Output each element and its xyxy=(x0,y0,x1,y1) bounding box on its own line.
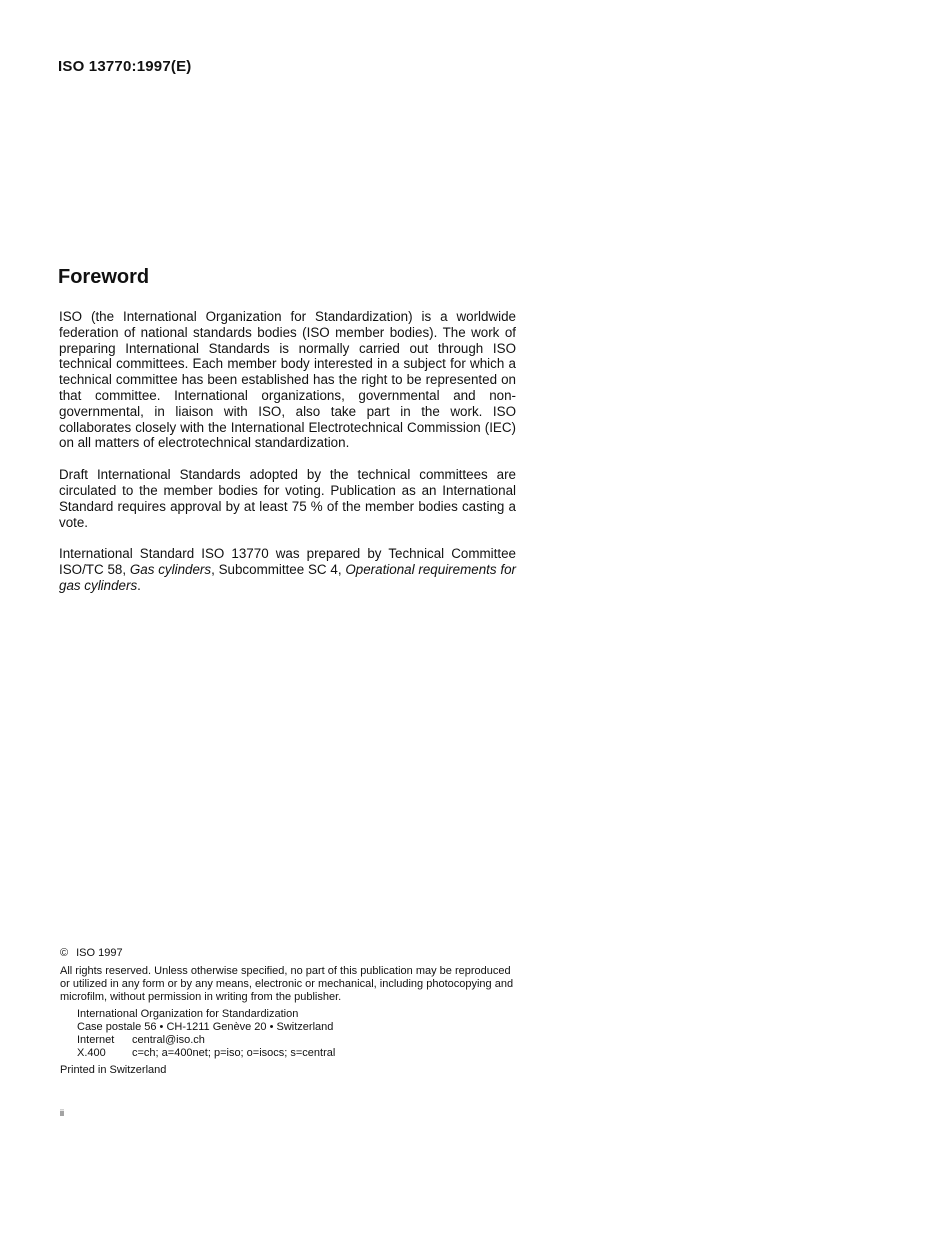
organization-name: International Organization for Standardization xyxy=(77,1008,299,1020)
x400-row xyxy=(77,1047,520,1060)
committee-title: Gas cylinders xyxy=(129,562,212,578)
printed-in: Printed in Switzerland xyxy=(60,1064,167,1076)
foreword-paragraph-3 xyxy=(59,546,516,593)
foreword-body xyxy=(59,309,516,610)
copyright-block xyxy=(60,947,520,1077)
internet-label: Internet xyxy=(77,1034,115,1046)
foreword-paragraph-1: ISO (the International Organization for Standardization) is a worldwide federation of national standards bodies (ISO member bodies). The work of preparing International Standards is normally carried out through ISO technical committees. Each member body interested in a subject for which a technical committee has been established has the right to be represented on that committee. International organizations, governmental and non-governmental, in liaison with ISO, also take part in the work. ISO collaborates closely with the International Electrotechnical Commission (IEC) on all matters of electrotechnical standardization. xyxy=(59,309,516,451)
copyright-year: ISO 1997 xyxy=(76,947,123,959)
para3-prefix: International Standard ISO 13770 was prepared by Technical Committee ISO/TC 58, xyxy=(59,546,516,578)
postal-address: Case postale 56 • CH-1211 Genève 20 • Switzerland xyxy=(77,1021,334,1033)
foreword-title: Foreword xyxy=(58,266,150,288)
foreword-paragraph-2: Draft International Standards adopted by the technical committees are circulated to the member bodies for voting. Publication as an International Standard requires approval by at least 75 % of the member bodies casting a vote. xyxy=(59,467,516,530)
copyright-icon: © xyxy=(60,947,69,959)
copyright-line xyxy=(60,947,520,960)
internet-address: central@iso.ch xyxy=(132,1034,205,1046)
x400-label: X.400 xyxy=(77,1047,106,1059)
para3-suffix: . xyxy=(137,577,141,593)
document-header: ISO 13770:1997(E) xyxy=(58,58,192,75)
page-number: ii xyxy=(60,1108,64,1118)
subcommittee-title: Operational requirements for gas cylinders xyxy=(59,562,516,593)
internet-row xyxy=(77,1034,520,1047)
para3-middle: , Subcommittee SC 4, xyxy=(211,562,342,578)
publisher-address xyxy=(60,1008,520,1060)
rights-statement: All rights reserved. Unless otherwise specified, no part of this publication may be reproduced or utilized in any form or by any means, electronic or mechanical, including photocopying and microfilm, without permission in writing from the publisher. xyxy=(60,965,514,1003)
x400-address: c=ch; a=400net; p=iso; o=isocs; s=central xyxy=(132,1047,336,1059)
